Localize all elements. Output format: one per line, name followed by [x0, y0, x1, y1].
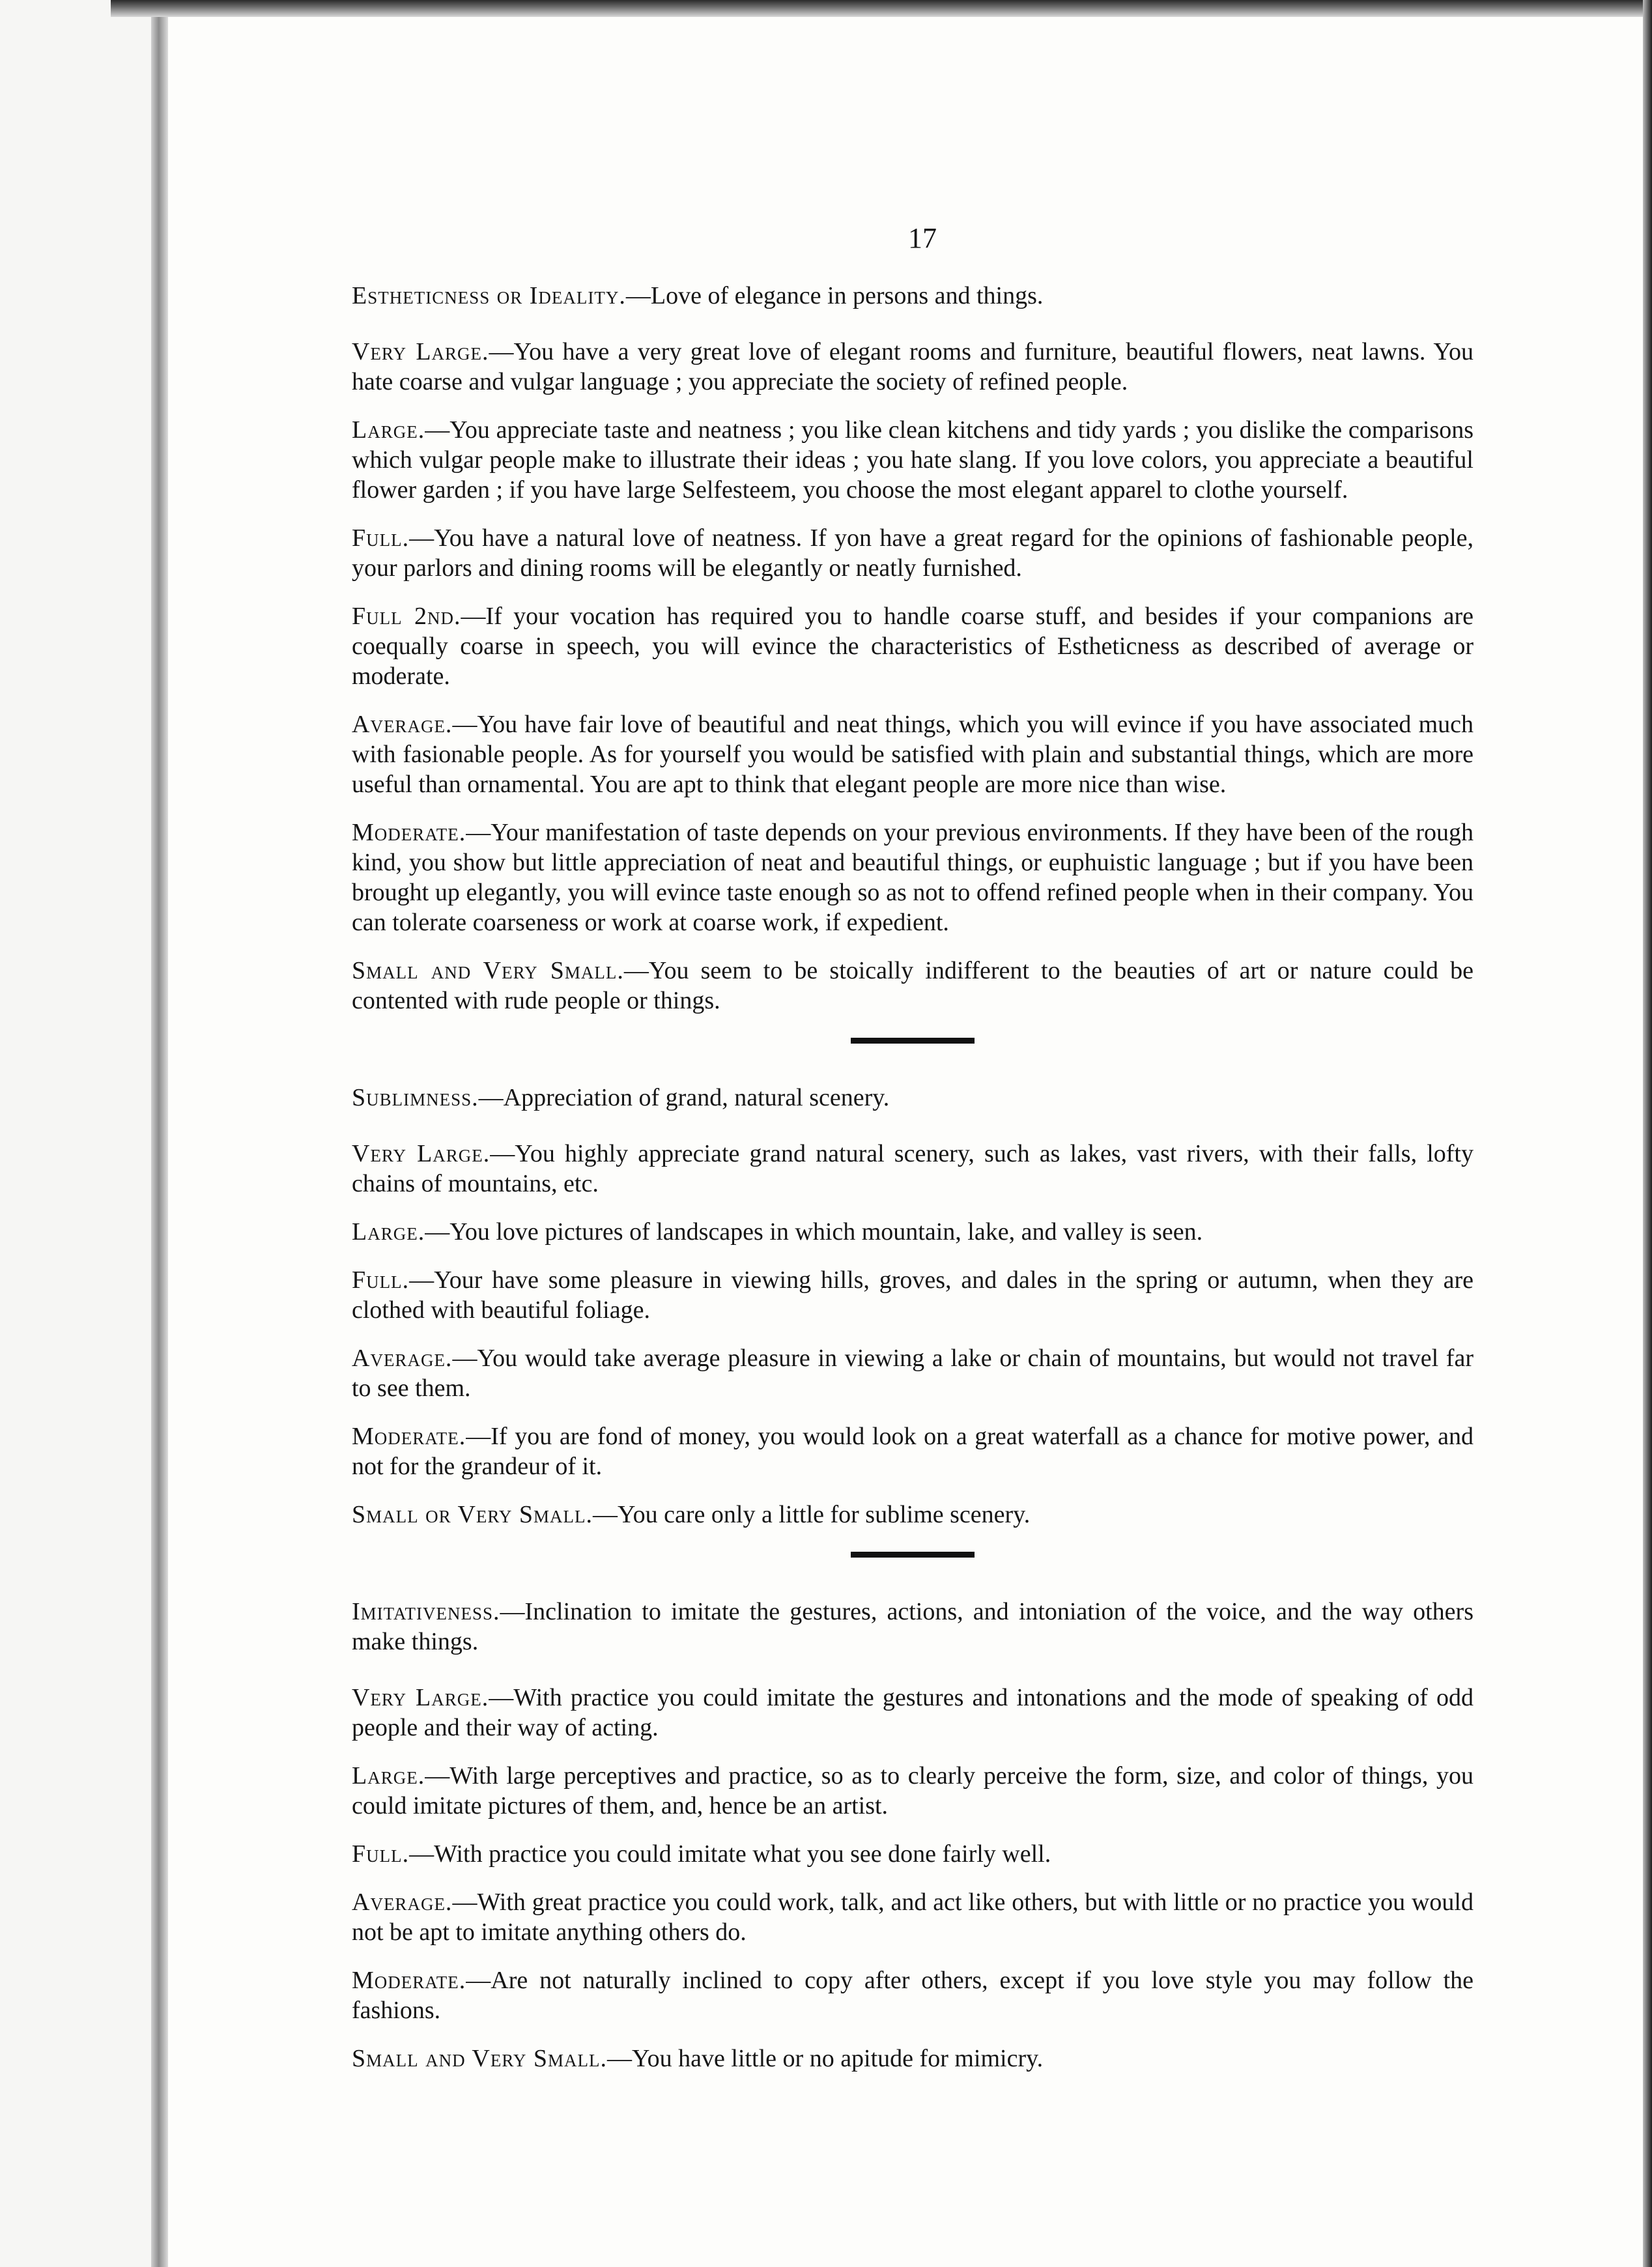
- page-fold-shadow: [151, 0, 168, 2267]
- entry-text: —With practice you could imitate the gestures and intonations and the mode of speaking of odd people and their way of acting.: [352, 1684, 1474, 1741]
- entry-text: —Are not naturally inclined to copy after others, except if you love style you may follow the fashions.: [352, 1967, 1474, 2024]
- entry-text: —Your manifestation of taste depends on your previous environments. If they have been of the rough kind, you show but little appreciation of neat and beautiful things, or euphuistic language ; but if you have been brought up elegantly, you will evince taste enough so as not to offend refined people when in their company. You can tolerate coarseness or work at coarse work, if expedient.: [352, 819, 1474, 936]
- entry-label: Small or Very Small.: [352, 1501, 593, 1528]
- entry: [352, 1500, 1474, 1530]
- section-heading-estheticness: [352, 281, 1474, 311]
- right-edge: [1643, 0, 1652, 2267]
- entry-text: —With great practice you could work, talk, and act like others, but with little or no practice you would not be apt to imitate anything others do.: [352, 1889, 1474, 1946]
- section-divider: [851, 1552, 975, 1558]
- heading-definition: —Love of elegance in persons and things.: [625, 282, 1044, 309]
- entry: [352, 415, 1474, 505]
- left-margin: [0, 0, 151, 2267]
- entry-label: Very Large.: [352, 1140, 491, 1167]
- entry-text: —You highly appreciate grand natural scenery, such as lakes, vast rivers, with their falls, lofty chains of mountains, etc.: [352, 1140, 1474, 1197]
- entry-label: Full 2nd.: [352, 603, 461, 630]
- entry-text: —You care only a little for sublime scenery.: [593, 1501, 1031, 1528]
- heading-label: Imitativeness.: [352, 1598, 500, 1625]
- entry: [352, 1421, 1474, 1481]
- entry: [352, 1887, 1474, 1947]
- section-heading-sublimness: [352, 1083, 1474, 1113]
- entry: [352, 2044, 1474, 2074]
- entry-label: Small and Very Small.: [352, 2045, 608, 2072]
- entry-text: —You have fair love of beautiful and neat things, which you will evince if you have associated much with fasionable people. As for yourself you would be satisfied with plain and substantial things, which are more useful than ornamental. You are apt to think that elegant people are more nice than wise.: [352, 711, 1474, 798]
- page-number: 17: [908, 222, 937, 254]
- entry: [352, 601, 1474, 691]
- entry-text: —You love pictures of landscapes in which mountain, lake, and valley is seen.: [425, 1218, 1203, 1246]
- entry-text: —You have little or no apitude for mimicry.: [607, 2045, 1044, 2072]
- entry-label: Moderate.: [352, 1423, 466, 1450]
- section-divider: [851, 1038, 975, 1044]
- entry-text: —If you are fond of money, you would look on a great waterfall as a chance for motive power, and not for the grandeur of it.: [352, 1423, 1474, 1480]
- entry: [352, 1139, 1474, 1199]
- entry-label: Very Large.: [352, 1684, 489, 1711]
- entry-label: Average.: [352, 711, 453, 738]
- entry-text: —With large perceptives and practice, so as to clearly perceive the form, size, and color of things, you could imitate pictures of them, and, hence be an artist.: [352, 1762, 1474, 1819]
- entry: [352, 337, 1474, 397]
- entry: [352, 1343, 1474, 1403]
- text-column: [352, 221, 1474, 2092]
- top-edge: [111, 0, 1652, 17]
- entry-text: —You have a natural love of neatness. If yon have a great regard for the opinions of fashionable people, your parlors and dining rooms will be elegantly or neatly furnished.: [352, 524, 1474, 582]
- entry: [352, 1965, 1474, 2025]
- entry: [352, 1761, 1474, 1821]
- entry-text: —You would take average pleasure in viewing a lake or chain of mountains, but would not travel far to see them.: [352, 1345, 1474, 1402]
- entry: [352, 523, 1474, 583]
- heading-label: Sublimness.: [352, 1084, 479, 1111]
- entry: [352, 1683, 1474, 1743]
- entry: [352, 709, 1474, 799]
- heading-definition: —Inclination to imitate the gestures, actions, and intoniation of the voice, and the way others make things.: [352, 1598, 1474, 1655]
- entry-text: —With practice you could imitate what you see done fairly well.: [409, 1840, 1051, 1868]
- entry-text: —If your vocation has required you to handle coarse stuff, and besides if your companions are coequally coarse in speech, you will evince the characteristics of Estheticness as described of average or moderate.: [352, 603, 1474, 690]
- entry-text: —Your have some pleasure in viewing hills, groves, and dales in the spring or autumn, when they are clothed with beautiful foliage.: [352, 1266, 1474, 1324]
- entry-label: Very Large.: [352, 338, 489, 365]
- entry-label: Large.: [352, 1762, 425, 1789]
- entry: [352, 1265, 1474, 1325]
- entry-text: —You have a very great love of elegant rooms and furniture, beautiful flowers, neat lawns. You hate coarse and vulgar language ; you appreciate the society of refined people.: [352, 338, 1474, 395]
- entry-label: Average.: [352, 1889, 453, 1916]
- entry-label: Large.: [352, 1218, 425, 1246]
- entry-label: Moderate.: [352, 819, 466, 846]
- entry-text: —You seem to be stoically indifferent to the beauties of art or nature could be contented with rude people or things.: [352, 957, 1474, 1014]
- entry-label: Full.: [352, 1840, 410, 1868]
- heading-label: Estheticness or Ideality.: [352, 282, 626, 309]
- entry-label: Small and Very Small.: [352, 957, 624, 984]
- entry: [352, 956, 1474, 1016]
- section-heading-imitativeness: [352, 1597, 1474, 1657]
- heading-definition: —Appreciation of grand, natural scenery.: [478, 1084, 890, 1111]
- entry-label: Full.: [352, 1266, 410, 1294]
- entry: [352, 1839, 1474, 1869]
- entry: [352, 1217, 1474, 1247]
- entry-label: Moderate.: [352, 1967, 466, 1994]
- entry-label: Average.: [352, 1345, 453, 1372]
- entry-text: —You appreciate taste and neatness ; you like clean kitchens and tidy yards ; you dislike the comparisons which vulgar people make to illustrate their ideas ; you hate slang. If you love colors, you appreciate a beautiful flower garden ; if you have large Selfesteem, you choose the most elegant apparel to clothe yourself.: [352, 416, 1474, 504]
- entry-label: Large.: [352, 416, 425, 444]
- entry-label: Full.: [352, 524, 410, 552]
- entry: [352, 818, 1474, 937]
